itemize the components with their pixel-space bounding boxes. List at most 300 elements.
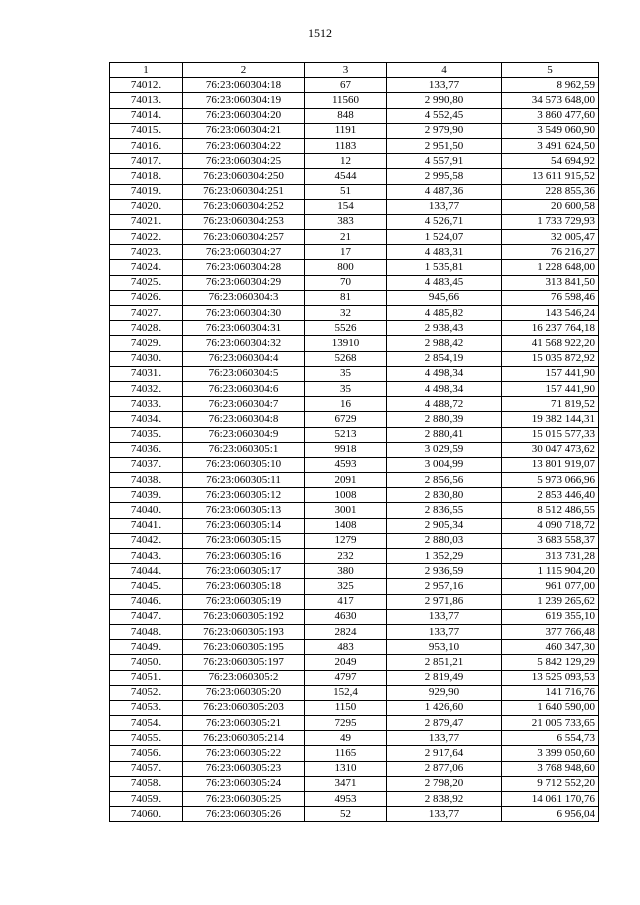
area-cell: 380	[305, 564, 387, 579]
cadastral-value-cell: 1 733 729,93	[502, 214, 599, 229]
table-row	[110, 473, 599, 488]
table-row	[110, 184, 599, 199]
column-header-2: 2	[183, 63, 305, 78]
area-cell: 848	[305, 108, 387, 123]
area-cell: 800	[305, 260, 387, 275]
area-cell: 1279	[305, 533, 387, 548]
table-row	[110, 93, 599, 108]
area-cell: 1008	[305, 488, 387, 503]
header-row	[110, 63, 599, 78]
cadastral-value-cell: 2 853 446,40	[502, 488, 599, 503]
row-number: 74054.	[110, 716, 183, 731]
area-cell: 3471	[305, 776, 387, 791]
cadastral-number: 76:23:060305:195	[183, 640, 305, 655]
cadastral-value-cell: 14 061 170,76	[502, 792, 599, 807]
page-number: 1512	[308, 26, 332, 40]
cadastral-value-cell: 460 347,30	[502, 640, 599, 655]
unit-value-cell: 2 957,16	[387, 579, 502, 594]
table-row	[110, 457, 599, 472]
area-cell: 13910	[305, 336, 387, 351]
row-number: 74036.	[110, 442, 183, 457]
unit-value-cell: 1 352,29	[387, 549, 502, 564]
area-cell: 3001	[305, 503, 387, 518]
area-cell: 4593	[305, 457, 387, 472]
row-number: 74030.	[110, 351, 183, 366]
cadastral-number: 76:23:060304:7	[183, 397, 305, 412]
cadastral-value-cell: 13 801 919,07	[502, 457, 599, 472]
cadastral-number: 76:23:060305:2	[183, 670, 305, 685]
area-cell: 154	[305, 199, 387, 214]
unit-value-cell: 3 029,59	[387, 442, 502, 457]
cadastral-number: 76:23:060304:252	[183, 199, 305, 214]
unit-value-cell: 133,77	[387, 199, 502, 214]
table-row	[110, 245, 599, 260]
unit-value-cell: 133,77	[387, 609, 502, 624]
cadastral-number: 76:23:060305:1	[183, 442, 305, 457]
row-number: 74026.	[110, 290, 183, 305]
unit-value-cell: 133,77	[387, 624, 502, 639]
cadastral-number: 76:23:060305:11	[183, 473, 305, 488]
area-cell: 7295	[305, 716, 387, 731]
table-row	[110, 792, 599, 807]
unit-value-cell: 4 483,31	[387, 245, 502, 260]
cadastral-number: 76:23:060305:22	[183, 746, 305, 761]
cadastral-number: 76:23:060305:17	[183, 564, 305, 579]
unit-value-cell: 4 488,72	[387, 397, 502, 412]
cadastral-number: 76:23:060305:10	[183, 457, 305, 472]
unit-value-cell: 3 004,99	[387, 457, 502, 472]
cadastral-value-cell: 8 962,59	[502, 78, 599, 93]
cadastral-number: 76:23:060305:214	[183, 731, 305, 746]
cadastral-value-cell: 313 731,28	[502, 549, 599, 564]
cadastral-value-cell: 15 035 872,92	[502, 351, 599, 366]
unit-value-cell: 2 880,03	[387, 533, 502, 548]
row-number: 74051.	[110, 670, 183, 685]
table-row	[110, 199, 599, 214]
area-cell: 483	[305, 640, 387, 655]
unit-value-cell: 4 483,45	[387, 275, 502, 290]
area-cell: 35	[305, 366, 387, 381]
row-number: 74046.	[110, 594, 183, 609]
table-row	[110, 670, 599, 685]
cadastral-number: 76:23:060305:26	[183, 807, 305, 822]
unit-value-cell: 2 877,06	[387, 761, 502, 776]
row-number: 74015.	[110, 123, 183, 138]
table-row	[110, 397, 599, 412]
cadastral-value-cell: 41 568 922,20	[502, 336, 599, 351]
cadastral-number: 76:23:060305:23	[183, 761, 305, 776]
row-number: 74028.	[110, 321, 183, 336]
cadastral-number: 76:23:060304:257	[183, 230, 305, 245]
unit-value-cell: 4 498,34	[387, 381, 502, 396]
cadastral-value-cell: 19 382 144,31	[502, 412, 599, 427]
unit-value-cell: 4 552,45	[387, 108, 502, 123]
row-number: 74027.	[110, 306, 183, 321]
table-row	[110, 169, 599, 184]
cadastral-value-cell: 1 115 904,20	[502, 564, 599, 579]
cadastral-number: 76:23:060305:192	[183, 609, 305, 624]
unit-value-cell: 4 526,71	[387, 214, 502, 229]
row-number: 74022.	[110, 230, 183, 245]
cadastral-number: 76:23:060305:16	[183, 549, 305, 564]
cadastral-number: 76:23:060304:4	[183, 351, 305, 366]
table-row	[110, 503, 599, 518]
cadastral-number: 76:23:060305:12	[183, 488, 305, 503]
cadastral-value-cell: 20 600,58	[502, 199, 599, 214]
area-cell: 2049	[305, 655, 387, 670]
area-cell: 325	[305, 579, 387, 594]
table-row	[110, 290, 599, 305]
table-row	[110, 594, 599, 609]
cadastral-value-cell: 15 015 577,33	[502, 427, 599, 442]
row-number: 74039.	[110, 488, 183, 503]
cadastral-number: 76:23:060304:18	[183, 78, 305, 93]
area-cell: 12	[305, 154, 387, 169]
unit-value-cell: 2 830,80	[387, 488, 502, 503]
unit-value-cell: 2 951,50	[387, 138, 502, 153]
unit-value-cell: 953,10	[387, 640, 502, 655]
row-number: 74014.	[110, 108, 183, 123]
unit-value-cell: 2 836,55	[387, 503, 502, 518]
row-number: 74057.	[110, 761, 183, 776]
column-header-3: 3	[305, 63, 387, 78]
cadastral-value-cell: 157 441,90	[502, 381, 599, 396]
cadastral-value-cell: 143 546,24	[502, 306, 599, 321]
table-body	[110, 78, 599, 822]
cadastral-value-cell: 1 239 265,62	[502, 594, 599, 609]
row-number: 74024.	[110, 260, 183, 275]
row-number: 74033.	[110, 397, 183, 412]
cadastral-value-cell: 5 973 066,96	[502, 473, 599, 488]
area-cell: 1150	[305, 700, 387, 715]
row-number: 74025.	[110, 275, 183, 290]
table-row	[110, 564, 599, 579]
table-row	[110, 230, 599, 245]
cadastral-value-cell: 3 683 558,37	[502, 533, 599, 548]
cadastral-value-cell: 3 491 624,50	[502, 138, 599, 153]
cadastral-number: 76:23:060304:251	[183, 184, 305, 199]
row-number: 74042.	[110, 533, 183, 548]
cadastral-number: 76:23:060304:19	[183, 93, 305, 108]
area-cell: 81	[305, 290, 387, 305]
cadastral-number: 76:23:060304:250	[183, 169, 305, 184]
row-number: 74058.	[110, 776, 183, 791]
cadastral-number: 76:23:060305:13	[183, 503, 305, 518]
area-cell: 1191	[305, 123, 387, 138]
cadastral-value-cell: 313 841,50	[502, 275, 599, 290]
unit-value-cell: 2 851,21	[387, 655, 502, 670]
table-row	[110, 776, 599, 791]
row-number: 74047.	[110, 609, 183, 624]
cadastral-value-cell: 6 554,73	[502, 731, 599, 746]
cadastral-value-cell: 4 090 718,72	[502, 518, 599, 533]
unit-value-cell: 2 854,19	[387, 351, 502, 366]
cadastral-value-cell: 3 768 948,60	[502, 761, 599, 776]
cadastral-number: 76:23:060305:15	[183, 533, 305, 548]
area-cell: 1183	[305, 138, 387, 153]
unit-value-cell: 945,66	[387, 290, 502, 305]
cadastral-number: 76:23:060304:3	[183, 290, 305, 305]
row-number: 74037.	[110, 457, 183, 472]
table-row	[110, 716, 599, 731]
table-row	[110, 154, 599, 169]
area-cell: 4630	[305, 609, 387, 624]
row-number: 74040.	[110, 503, 183, 518]
unit-value-cell: 2 917,64	[387, 746, 502, 761]
row-number: 74059.	[110, 792, 183, 807]
area-cell: 5526	[305, 321, 387, 336]
table-row	[110, 700, 599, 715]
unit-value-cell: 2 905,34	[387, 518, 502, 533]
unit-value-cell: 1 535,81	[387, 260, 502, 275]
area-cell: 5268	[305, 351, 387, 366]
cadastral-value-cell: 141 716,76	[502, 685, 599, 700]
column-header-4: 4	[387, 63, 502, 78]
area-cell: 1165	[305, 746, 387, 761]
area-cell: 9918	[305, 442, 387, 457]
area-cell: 49	[305, 731, 387, 746]
unit-value-cell: 2 990,80	[387, 93, 502, 108]
cadastral-number: 76:23:060304:9	[183, 427, 305, 442]
table-row	[110, 275, 599, 290]
unit-value-cell: 2 988,42	[387, 336, 502, 351]
unit-value-cell: 2 879,47	[387, 716, 502, 731]
area-cell: 32	[305, 306, 387, 321]
row-number: 74016.	[110, 138, 183, 153]
row-number: 74035.	[110, 427, 183, 442]
row-number: 74023.	[110, 245, 183, 260]
unit-value-cell: 2 995,58	[387, 169, 502, 184]
unit-value-cell: 2 880,39	[387, 412, 502, 427]
row-number: 74029.	[110, 336, 183, 351]
unit-value-cell: 2 938,43	[387, 321, 502, 336]
area-cell: 17	[305, 245, 387, 260]
cadastral-value-table	[109, 62, 599, 822]
cadastral-value-cell: 961 077,00	[502, 579, 599, 594]
unit-value-cell: 133,77	[387, 807, 502, 822]
cadastral-value-cell: 5 842 129,29	[502, 655, 599, 670]
area-cell: 70	[305, 275, 387, 290]
row-number: 74017.	[110, 154, 183, 169]
row-number: 74055.	[110, 731, 183, 746]
table-row	[110, 108, 599, 123]
row-number: 74060.	[110, 807, 183, 822]
cadastral-number: 76:23:060304:5	[183, 366, 305, 381]
table-row	[110, 761, 599, 776]
table-row	[110, 685, 599, 700]
table-row	[110, 731, 599, 746]
cadastral-value-cell: 3 549 060,90	[502, 123, 599, 138]
cadastral-value-cell: 3 399 050,60	[502, 746, 599, 761]
row-number: 74021.	[110, 214, 183, 229]
cadastral-value-cell: 30 047 473,62	[502, 442, 599, 457]
table-row	[110, 214, 599, 229]
unit-value-cell: 2 856,56	[387, 473, 502, 488]
unit-value-cell: 929,90	[387, 685, 502, 700]
cadastral-number: 76:23:060304:31	[183, 321, 305, 336]
column-header-1: 1	[110, 63, 183, 78]
area-cell: 383	[305, 214, 387, 229]
cadastral-number: 76:23:060305:193	[183, 624, 305, 639]
cadastral-value-cell: 34 573 648,00	[502, 93, 599, 108]
table-row	[110, 321, 599, 336]
area-cell: 417	[305, 594, 387, 609]
table-row	[110, 746, 599, 761]
row-number: 74019.	[110, 184, 183, 199]
cadastral-value-cell: 6 956,04	[502, 807, 599, 822]
table-row	[110, 488, 599, 503]
area-cell: 51	[305, 184, 387, 199]
table-row	[110, 518, 599, 533]
table-row	[110, 260, 599, 275]
table-row	[110, 427, 599, 442]
unit-value-cell: 2 880,41	[387, 427, 502, 442]
row-number: 74056.	[110, 746, 183, 761]
unit-value-cell: 2 798,20	[387, 776, 502, 791]
area-cell: 6729	[305, 412, 387, 427]
cadastral-value-cell: 3 860 477,60	[502, 108, 599, 123]
cadastral-number: 76:23:060304:25	[183, 154, 305, 169]
unit-value-cell: 1 426,60	[387, 700, 502, 715]
cadastral-number: 76:23:060304:253	[183, 214, 305, 229]
table-row	[110, 579, 599, 594]
table-row	[110, 381, 599, 396]
area-cell: 52	[305, 807, 387, 822]
area-cell: 5213	[305, 427, 387, 442]
cadastral-value-cell: 13 611 915,52	[502, 169, 599, 184]
table-row	[110, 78, 599, 93]
table-row	[110, 533, 599, 548]
cadastral-number: 76:23:060304:28	[183, 260, 305, 275]
area-cell: 11560	[305, 93, 387, 108]
table-row	[110, 123, 599, 138]
unit-value-cell: 2 979,90	[387, 123, 502, 138]
cadastral-number: 76:23:060304:32	[183, 336, 305, 351]
row-number: 74053.	[110, 700, 183, 715]
cadastral-number: 76:23:060304:22	[183, 138, 305, 153]
row-number: 74018.	[110, 169, 183, 184]
table-row	[110, 549, 599, 564]
table-row	[110, 655, 599, 670]
row-number: 74043.	[110, 549, 183, 564]
cadastral-value-cell: 619 355,10	[502, 609, 599, 624]
table-row	[110, 640, 599, 655]
row-number: 74034.	[110, 412, 183, 427]
cadastral-number: 76:23:060305:197	[183, 655, 305, 670]
cadastral-number: 76:23:060304:21	[183, 123, 305, 138]
table-row	[110, 306, 599, 321]
table-row	[110, 351, 599, 366]
cadastral-number: 76:23:060305:18	[183, 579, 305, 594]
area-cell: 21	[305, 230, 387, 245]
cadastral-number: 76:23:060305:24	[183, 776, 305, 791]
cadastral-number: 76:23:060304:30	[183, 306, 305, 321]
cadastral-number: 76:23:060305:21	[183, 716, 305, 731]
area-cell: 4953	[305, 792, 387, 807]
row-number: 74044.	[110, 564, 183, 579]
unit-value-cell: 4 498,34	[387, 366, 502, 381]
cadastral-number: 76:23:060305:20	[183, 685, 305, 700]
cadastral-number: 76:23:060304:8	[183, 412, 305, 427]
cadastral-value-cell: 71 819,52	[502, 397, 599, 412]
area-cell: 16	[305, 397, 387, 412]
unit-value-cell: 133,77	[387, 731, 502, 746]
cadastral-value-cell: 21 005 733,65	[502, 716, 599, 731]
table-row	[110, 807, 599, 822]
area-cell: 4544	[305, 169, 387, 184]
cadastral-value-cell: 228 855,36	[502, 184, 599, 199]
row-number: 74045.	[110, 579, 183, 594]
row-number: 74048.	[110, 624, 183, 639]
row-number: 74012.	[110, 78, 183, 93]
cadastral-value-cell: 76 598,46	[502, 290, 599, 305]
table-row	[110, 442, 599, 457]
unit-value-cell: 2 971,86	[387, 594, 502, 609]
row-number: 74020.	[110, 199, 183, 214]
row-number: 74031.	[110, 366, 183, 381]
cadastral-value-cell: 157 441,90	[502, 366, 599, 381]
unit-value-cell: 1 524,07	[387, 230, 502, 245]
area-cell: 67	[305, 78, 387, 93]
row-number: 74032.	[110, 381, 183, 396]
table-row	[110, 624, 599, 639]
area-cell: 152,4	[305, 685, 387, 700]
area-cell: 1310	[305, 761, 387, 776]
cadastral-number: 76:23:060304:20	[183, 108, 305, 123]
area-cell: 2091	[305, 473, 387, 488]
cadastral-value-cell: 8 512 486,55	[502, 503, 599, 518]
cadastral-number: 76:23:060304:27	[183, 245, 305, 260]
cadastral-value-cell: 54 694,92	[502, 154, 599, 169]
table-row	[110, 336, 599, 351]
cadastral-value-cell: 16 237 764,18	[502, 321, 599, 336]
cadastral-value-cell: 1 640 590,00	[502, 700, 599, 715]
table-row	[110, 138, 599, 153]
cadastral-value-cell: 13 525 093,53	[502, 670, 599, 685]
unit-value-cell: 4 485,82	[387, 306, 502, 321]
row-number: 74052.	[110, 685, 183, 700]
column-header-5: 5	[502, 63, 599, 78]
cadastral-value-cell: 76 216,27	[502, 245, 599, 260]
unit-value-cell: 2 936,59	[387, 564, 502, 579]
cadastral-number: 76:23:060305:19	[183, 594, 305, 609]
table-row	[110, 366, 599, 381]
unit-value-cell: 4 557,91	[387, 154, 502, 169]
area-cell: 1408	[305, 518, 387, 533]
row-number: 74013.	[110, 93, 183, 108]
cadastral-number: 76:23:060305:14	[183, 518, 305, 533]
unit-value-cell: 2 819,49	[387, 670, 502, 685]
cadastral-number: 76:23:060305:203	[183, 700, 305, 715]
table-row	[110, 412, 599, 427]
area-cell: 2824	[305, 624, 387, 639]
area-cell: 35	[305, 381, 387, 396]
cadastral-number: 76:23:060304:6	[183, 381, 305, 396]
row-number: 74041.	[110, 518, 183, 533]
unit-value-cell: 2 838,92	[387, 792, 502, 807]
cadastral-value-cell: 9 712 552,20	[502, 776, 599, 791]
row-number: 74050.	[110, 655, 183, 670]
unit-value-cell: 133,77	[387, 78, 502, 93]
area-cell: 232	[305, 549, 387, 564]
unit-value-cell: 4 487,36	[387, 184, 502, 199]
cadastral-value-cell: 1 228 648,00	[502, 260, 599, 275]
cadastral-number: 76:23:060304:29	[183, 275, 305, 290]
cadastral-value-cell: 32 005,47	[502, 230, 599, 245]
table-row	[110, 609, 599, 624]
cadastral-number: 76:23:060305:25	[183, 792, 305, 807]
row-number: 74049.	[110, 640, 183, 655]
